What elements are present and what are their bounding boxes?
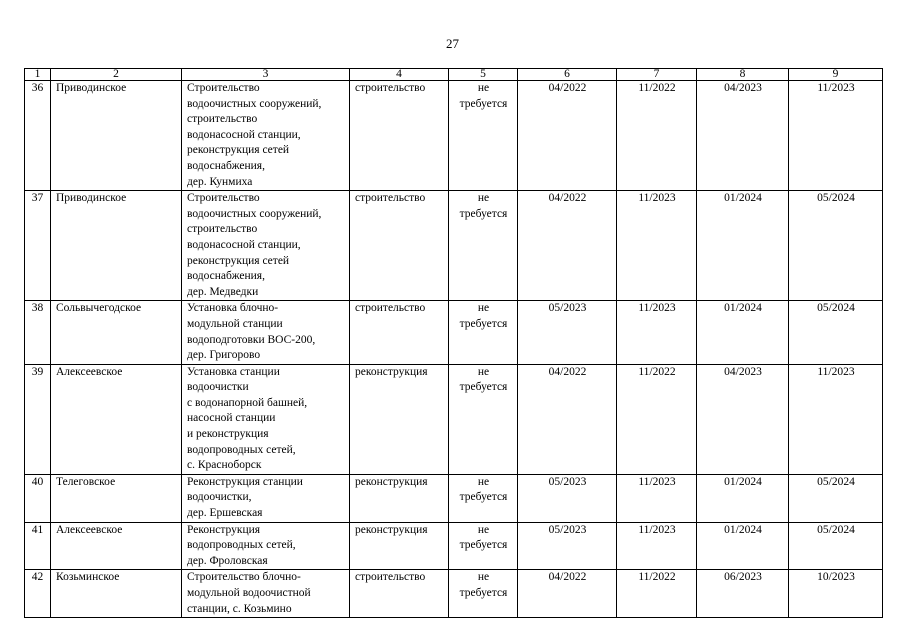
date-col6-cell: 04/2022	[518, 81, 617, 191]
description-cell-line: водоочистки	[187, 381, 249, 394]
expertise-cell-line: требуется	[459, 491, 508, 504]
description-cell-line: дер. Ершевская	[187, 507, 263, 520]
description-cell-line: водопроводных сетей,	[187, 539, 296, 552]
municipality-cell: Сольвычегодское	[51, 301, 182, 364]
description-cell-line: насосной станции	[187, 412, 276, 425]
description-cell	[182, 191, 350, 301]
expertise-cell	[449, 570, 518, 618]
date-col7-cell: 11/2022	[617, 570, 697, 618]
description-cell-line: модульной водоочистной	[187, 587, 311, 599]
municipality-cell: Приводинское	[51, 81, 182, 191]
description-cell-line: водоподготовки ВОС-200,	[187, 333, 316, 346]
work-type-cell: реконструкция	[350, 364, 449, 474]
table-row	[25, 570, 883, 618]
expertise-cell-line: не	[477, 571, 490, 584]
column-header: 4	[350, 69, 449, 81]
date-col9-cell: 10/2023	[789, 570, 883, 618]
column-header: 5	[449, 69, 518, 81]
description-cell-line: модульной станции	[187, 317, 283, 330]
row-number: 38	[25, 301, 51, 364]
row-number: 42	[25, 570, 51, 618]
description-cell-line: водонасосной станции,	[187, 128, 301, 141]
date-col8-cell: 01/2024	[697, 301, 789, 364]
column-header: 8	[697, 69, 789, 81]
description-cell-line: дер. Медведки	[187, 285, 259, 298]
description-cell-line: водопроводных сетей,	[187, 443, 296, 456]
description-cell-line: водонасосной станции,	[187, 238, 301, 251]
expertise-cell-line: требуется	[459, 587, 508, 599]
date-col7-cell: 11/2023	[617, 191, 697, 301]
expertise-cell-line: не	[477, 475, 490, 488]
date-col6-cell: 05/2023	[518, 522, 617, 570]
date-col7-cell: 11/2023	[617, 474, 697, 522]
date-col9-cell: 11/2023	[789, 364, 883, 474]
description-cell	[182, 81, 350, 191]
description-cell-line: Реконструкция	[187, 523, 261, 536]
description-cell-line: Строительство блочно-	[187, 571, 301, 584]
date-col8-cell: 04/2023	[697, 81, 789, 191]
row-number: 37	[25, 191, 51, 301]
date-col6-cell: 04/2022	[518, 570, 617, 618]
work-type-cell: строительство	[350, 81, 449, 191]
date-col7-cell: 11/2022	[617, 81, 697, 191]
work-type-cell: строительство	[350, 570, 449, 618]
expertise-cell	[449, 364, 518, 474]
table-row	[25, 301, 883, 364]
description-cell-line: и реконструкция	[187, 428, 269, 441]
description-cell	[182, 301, 350, 364]
expertise-cell-line: требуется	[459, 207, 508, 220]
description-cell-line: дер. Фроловская	[187, 554, 268, 567]
date-col7-cell: 11/2023	[617, 522, 697, 570]
description-cell-line: Строительство	[187, 192, 260, 205]
column-header: 3	[182, 69, 350, 81]
work-type-cell: строительство	[350, 191, 449, 301]
description-cell	[182, 474, 350, 522]
table-row	[25, 474, 883, 522]
description-cell-line: станции, с. Козьмино	[187, 602, 292, 615]
column-header: 7	[617, 69, 697, 81]
description-cell-line: с. Красноборск	[187, 459, 262, 472]
expertise-cell-line: не	[477, 302, 490, 315]
description-cell-line: с водонапорной башней,	[187, 396, 308, 409]
description-cell	[182, 364, 350, 474]
expertise-cell	[449, 522, 518, 570]
table-row	[25, 522, 883, 570]
description-cell-line: водоочистных сооружений,	[187, 207, 322, 220]
date-col9-cell: 05/2024	[789, 474, 883, 522]
expertise-cell-line: не	[477, 192, 490, 205]
description-cell-line: Реконструкция станции	[187, 475, 303, 488]
expertise-cell	[449, 81, 518, 191]
date-col9-cell: 05/2024	[789, 522, 883, 570]
table-row	[25, 191, 883, 301]
column-header: 9	[789, 69, 883, 81]
date-col9-cell: 05/2024	[789, 191, 883, 301]
description-cell-line: дер. Кунмиха	[187, 175, 253, 188]
expertise-cell	[449, 474, 518, 522]
description-cell-line: дер. Григорово	[187, 349, 261, 362]
work-type-cell: реконструкция	[350, 474, 449, 522]
work-type-cell: строительство	[350, 301, 449, 364]
description-cell-line: Установка блочно-	[187, 302, 279, 315]
expertise-cell-line: не	[477, 365, 490, 378]
expertise-cell-line: требуется	[459, 539, 508, 552]
date-col8-cell: 01/2024	[697, 191, 789, 301]
description-cell-line: реконструкция сетей	[187, 254, 290, 267]
description-cell	[182, 570, 350, 618]
table-header-row	[25, 69, 883, 81]
description-cell-line: Установка станции	[187, 365, 280, 378]
date-col6-cell: 04/2022	[518, 191, 617, 301]
column-header: 1	[25, 69, 51, 81]
municipality-cell: Козьминское	[51, 570, 182, 618]
table-row	[25, 81, 883, 191]
expertise-cell-line: не	[477, 82, 490, 94]
description-cell-line: водоочистки,	[187, 491, 252, 504]
date-col7-cell: 11/2022	[617, 364, 697, 474]
date-col6-cell: 05/2023	[518, 301, 617, 364]
description-cell-line: строительство	[187, 223, 258, 236]
row-number: 36	[25, 81, 51, 191]
date-col8-cell: 04/2023	[697, 364, 789, 474]
row-number: 41	[25, 522, 51, 570]
expertise-cell	[449, 191, 518, 301]
municipality-cell: Алексеевское	[51, 522, 182, 570]
municipality-cell: Приводинское	[51, 191, 182, 301]
expertise-cell	[449, 301, 518, 364]
row-number: 40	[25, 474, 51, 522]
date-col8-cell: 01/2024	[697, 522, 789, 570]
expertise-cell-line: не	[477, 523, 490, 536]
municipality-cell: Телеговское	[51, 474, 182, 522]
description-cell-line: строительство	[187, 113, 258, 126]
description-cell-line: водоснабжения,	[187, 159, 265, 172]
date-col6-cell: 04/2022	[518, 364, 617, 474]
column-header: 6	[518, 69, 617, 81]
date-col8-cell: 06/2023	[697, 570, 789, 618]
municipality-cell: Алексеевское	[51, 364, 182, 474]
date-col9-cell: 11/2023	[789, 81, 883, 191]
description-cell-line: водоочистных сооружений,	[187, 97, 322, 110]
expertise-cell-line: требуется	[459, 381, 508, 394]
row-number: 39	[25, 364, 51, 474]
expertise-cell-line: требуется	[459, 317, 508, 330]
description-cell-line: водоснабжения,	[187, 270, 265, 283]
work-type-cell: реконструкция	[350, 522, 449, 570]
date-col8-cell: 01/2024	[697, 474, 789, 522]
description-cell-line: Строительство	[187, 82, 260, 94]
date-col7-cell: 11/2023	[617, 301, 697, 364]
column-header: 2	[51, 69, 182, 81]
projects-table	[24, 68, 883, 618]
date-col9-cell: 05/2024	[789, 301, 883, 364]
description-cell	[182, 522, 350, 570]
date-col6-cell: 05/2023	[518, 474, 617, 522]
table-row	[25, 364, 883, 474]
table-body	[25, 69, 883, 618]
description-cell-line: реконструкция сетей	[187, 144, 290, 157]
expertise-cell-line: требуется	[459, 97, 508, 110]
page-number: 27	[446, 36, 459, 51]
